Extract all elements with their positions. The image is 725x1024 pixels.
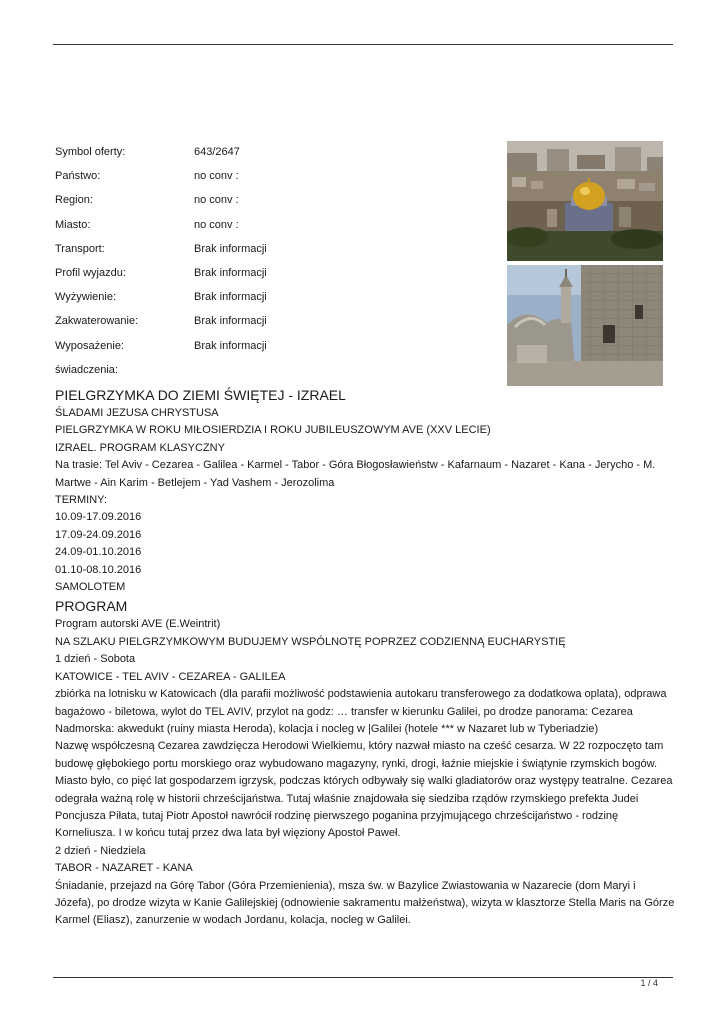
photo-dome-of-the-rock [507, 141, 663, 261]
program-line: NA SZLAKU PIELGRZYMKOWYM BUDUJEMY WSPÓLNOTĘ POPRZEZ CODZIENNĄ EUCHARYSTIĘ [55, 635, 566, 648]
info-label: Region: [55, 194, 93, 207]
info-label: świadczenia: [55, 363, 118, 376]
offer-title: PIELGRZYMKA DO ZIEMI ŚWIĘTEJ - IZRAEL [55, 387, 346, 403]
program-line: 1 dzień - Sobota [55, 653, 136, 666]
program-heading: PROGRAM [55, 598, 128, 615]
program-line: 2 dzień - Niedziela [55, 844, 146, 857]
program-line: KATOWICE - TEL AVIV - CEZAREA - GALILEA [55, 670, 286, 683]
info-row [55, 188, 475, 212]
info-label: Wyposażenie: [55, 339, 124, 352]
offer-info-table [55, 140, 475, 382]
info-label: Profil wyjazdu: [55, 267, 126, 280]
intro-line: 24.09-01.10.2016 [55, 546, 142, 559]
program-section [55, 616, 675, 929]
info-row [55, 358, 475, 382]
top-rule [53, 44, 673, 45]
program-line: Program autorski AVE (E.Weintrit) [55, 618, 221, 631]
info-value: Brak informacji [194, 291, 267, 304]
intro-line: Na trasie: Tel Aviv - Cezarea - Galilea - Karmel - Tabor - Góra Błogosławieństw - Kafarnaum - Nazaret - Kana - Jerycho - M. Martwe - Ain Karim - Betlejem - Yad Vashem - Jerozolima [55, 459, 656, 489]
intro-line: 10.09-17.09.2016 [55, 511, 142, 524]
info-row [55, 285, 475, 309]
info-value: no conv : [194, 170, 239, 183]
intro-line: IZRAEL. PROGRAM KLASYCZNY [55, 441, 225, 454]
info-row [55, 164, 475, 188]
info-value: Brak informacji [194, 315, 267, 328]
program-line: Śniadanie, przejazd na Górę Tabor (Góra Przemienienia), msza św. w Bazylice Zwiastowania w Nazarecie (dom Maryi i Józefa), po drodze wizyta w Kanie Galilejskiej (odnowienie sakramentu małżeństwa), wizyta w klasztorze Stella Maris na Górze Karmel (Eliasz), zanurzenie w wodach Jordanu, kolacja, nocleg w Galilei. [55, 879, 675, 927]
info-row [55, 334, 475, 358]
main-content [55, 385, 675, 930]
info-label: Miasto: [55, 218, 91, 231]
intro-line: SAMOLOTEM [55, 581, 126, 594]
info-label: Zakwaterowanie: [55, 315, 139, 328]
program-line: TABOR - NAZARET - KANA [55, 862, 193, 875]
info-value: no conv : [194, 194, 239, 207]
info-row [55, 261, 475, 285]
intro-line: PIELGRZYMKA W ROKU MIŁOSIERDZIA I ROKU JUBILEUSZOWYM AVE (XXV LECIE) [55, 424, 491, 437]
intro-line: 01.10-08.10.2016 [55, 563, 142, 576]
info-label: Wyżywienie: [55, 291, 117, 304]
info-row [55, 140, 475, 164]
bottom-rule [53, 977, 673, 978]
intro-section [55, 405, 675, 596]
info-value: 643/2647 [194, 146, 240, 159]
info-value: Brak informacji [194, 339, 267, 352]
program-line: Nazwę współczesną Cezarea zawdzięcza Herodowi Wielkiemu, który nazwał miasto na cześć cesarza. W 22 rozpoczęto tam budowę głębokiego portu morskiego oraz wybudowano magazyny, rynki, drogi, łaźnie miejskie i świątynie rzymskich bogów. Miasto było, co pięć lat gospodarzem igrzysk, podczas których odbywały się walki gladiatorów oraz występy teatralne. Cezarea odegrała ważną rolę w historii chrześcijaństwa. Tutaj właśnie znajdowała się siedziba rządów rzymskiego prefekta Judei Poncjusza Piłata, tutaj Piotr Apostoł nawrócił rodzinę pierwszego poganina przyjmującego chrześcijaństwo - rodzinę Korneliusza. I w końcu tutaj przez dwa lata był więziony Apostoł Paweł. [55, 740, 673, 840]
intro-line: 17.09-24.09.2016 [55, 528, 142, 541]
page-number: 1 / 4 [640, 978, 658, 988]
info-row [55, 309, 475, 333]
info-row [55, 237, 475, 261]
info-value: Brak informacji [194, 242, 267, 255]
program-line: zbiórka na lotnisku w Katowicach (dla parafii możliwość podstawienia autokaru transferowego za dodatkowa oplata), odprawa bagażowo - biletowa, wylot do TEL AVIV, przylot na godz: … transfer w kierunku Galilei, po drodze panorama: Cezarea Nadmorska: akwedukt (ruiny miasta Heroda), kolacja i nocleg w |Galilei (hotele *** w Nazaret lub w Tyberiadzie) [55, 688, 667, 735]
intro-line: ŚLADAMI JEZUSA CHRYSTUSA [55, 407, 219, 419]
info-label: Symbol oferty: [55, 146, 126, 159]
info-label: Transport: [55, 242, 105, 255]
intro-line: TERMINY: [55, 494, 107, 507]
info-value: Brak informacji [194, 267, 267, 280]
info-label: Państwo: [55, 170, 101, 183]
info-value: no conv : [194, 218, 239, 231]
photo-stone-church [507, 265, 663, 386]
info-row [55, 213, 475, 237]
